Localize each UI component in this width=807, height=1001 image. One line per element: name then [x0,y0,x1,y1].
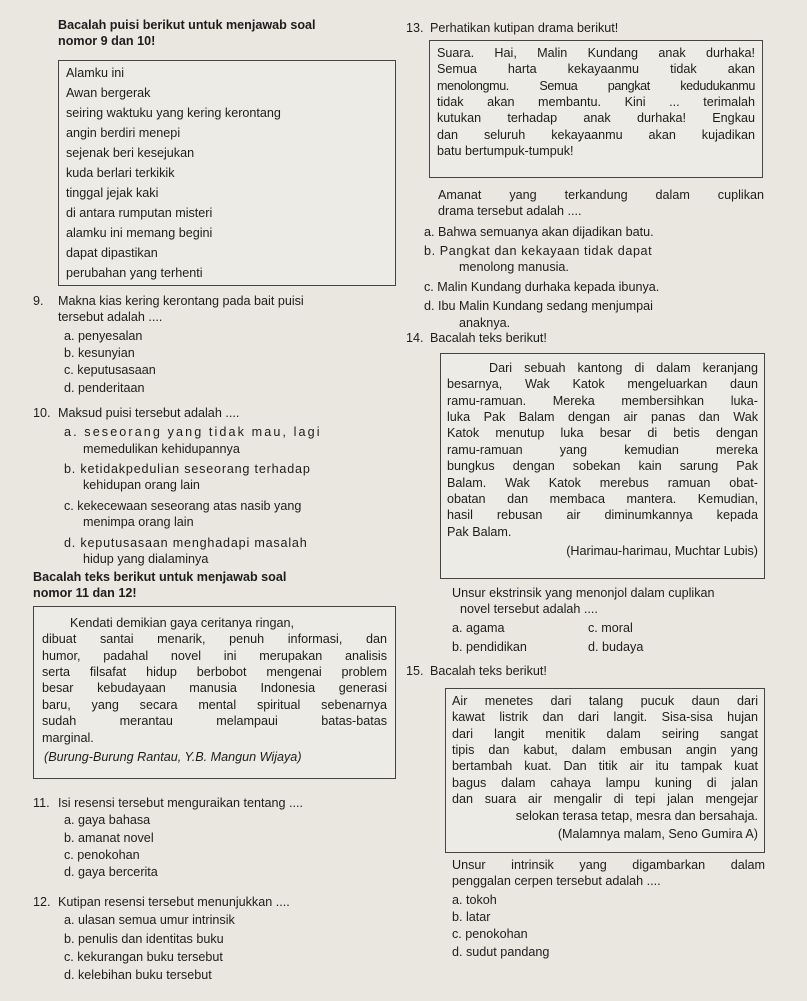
novel-box [440,353,765,579]
instruction-9-10 [58,17,316,50]
poem-box [58,60,396,286]
poem-line: Alamku ini [66,66,125,80]
question-number: 11. [33,796,50,810]
question-text: novel tersebut adalah .... [460,602,598,617]
poem-line: dapat dipastikan [66,246,158,260]
answer-option-b[interactable]: b. kesunyian [64,346,135,361]
answer-option-d-cont: anaknya. [459,315,511,330]
poem-line: kuda berlari terkikik [66,166,175,180]
review-line: dibuat santai menarik, penuh informasi, dan [42,632,387,647]
novel-line: hasil rebusan air diminumkannya kepada [447,508,758,523]
drama-line: Semua harta kekayaanmu tidak akan [437,62,755,77]
question-text: Unsur intrinsik yang digambarkan dalam [452,858,765,872]
question-number: 9. [33,294,44,308]
question-13-header [406,20,766,36]
answer-option-b[interactable]: b. pendidikan [452,639,527,654]
answer-option-a[interactable]: a. tokoh [452,892,497,907]
story-line: bertambah kuat. Dan titik air itu tampak kuat [452,759,758,774]
short-story-box [445,688,765,853]
novel-line: luka Pak Balam dengan air panas dan Wak [447,410,758,425]
question-text: Maksud puisi tersebut adalah .... [58,406,240,420]
question-text: penggalan cerpen tersebut adalah .... [452,874,661,889]
question-number: 14. [406,331,424,345]
answer-option-a[interactable]: a. seseorang yang tidak mau, lagi [64,425,322,440]
answer-option-d[interactable]: d. kelebihan buku tersebut [64,968,212,983]
review-line: marginal. [42,730,94,745]
question-text: drama tersebut adalah .... [438,204,582,219]
poem-line: tinggal jejak kaki [66,186,159,200]
answer-option-c-cont: menimpa orang lain [83,515,194,530]
answer-option-c[interactable]: c. moral [588,620,633,635]
poem-line: di antara rumputan misteri [66,206,213,220]
story-line: tipis dan kabut, dalam embusan angin yang [452,743,758,758]
answer-option-a[interactable]: a. Bahwa semuanya akan dijadikan batu. [424,224,654,239]
instruction-line: Bacalah puisi berikut untuk menjawab soal [58,18,316,32]
question-13 [424,187,764,331]
question-text: Unsur ekstrinsik yang menonjol dalam cuplikan [452,586,715,600]
answer-option-b[interactable]: b. penulis dan identitas buku [64,931,224,946]
story-line: selokan terasa tetap, mesra dan bersahaja. [515,808,758,823]
question-12 [33,894,403,984]
question-text: Kutipan resensi tersebut menunjukkan .... [58,895,290,909]
question-15 [452,857,765,960]
answer-option-d[interactable]: d. penderitaan [64,380,145,395]
poem-line: sejenak beri kesejukan [66,146,195,160]
answer-option-c[interactable]: c. penokohan [64,848,140,863]
story-line: bagus dalam cahaya lampu kuning di jalan [452,775,758,790]
answer-option-a[interactable]: a. ulasan semua umur intrinsik [64,913,235,928]
review-line: baru, yang secara mental spiritual sebenarnya [42,697,387,712]
drama-line: kutukan terhadap anak durhaka! Engkau [437,111,755,126]
answer-option-b[interactable]: b. amanat novel [64,830,154,845]
review-line: humor, padahal novel ini merupakan analisis [42,648,387,663]
drama-line: Suara. Hai, Malin Kundang anak durhaka! [437,46,755,60]
answer-option-c[interactable]: c. keputusasaan [64,363,156,378]
answer-option-d[interactable]: d. keputusasaan menghadapi masalah [64,535,308,550]
review-line: besar kebudayaan manusia Indonesia generasi [42,681,387,696]
question-text: Bacalah teks berikut! [430,664,547,678]
instruction-11-12 [33,569,286,602]
novel-line: obatan dan membaca mantera. Kemudian, [447,491,758,506]
poem-line: alamku ini memang begini [66,226,213,240]
answer-option-b-cont: menolong manusia. [459,260,569,275]
question-10 [33,405,403,567]
instruction-line: nomor 11 dan 12! [33,586,137,601]
novel-source: (Harimau-harimau, Muchtar Lubis) [566,543,758,558]
question-number: 13. [406,21,424,35]
story-line: dari langit menitik dalam seiring sangat [452,726,758,741]
review-source: (Burung-Burung Rantau, Y.B. Mangun Wijaya) [44,749,302,764]
instruction-line: nomor 9 dan 10! [58,34,156,49]
answer-option-b[interactable]: b. Pangkat dan kekayaan tidak dapat [424,244,653,259]
question-15-header [406,663,766,679]
drama-line: batu bertumpuk-tumpuk! [437,144,574,159]
novel-line: besarnya, Wak Katok mengeluarkan daun [447,377,758,392]
answer-option-a[interactable]: a. gaya bahasa [64,813,151,828]
answer-option-d[interactable]: d. Ibu Malin Kundang sedang menjumpai [424,299,653,314]
question-text: Makna kias kering kerontang pada bait puisi [58,294,304,308]
question-text: tersebut adalah .... [58,310,163,325]
answer-option-a[interactable]: a. penyesalan [64,328,143,343]
question-text: Isi resensi tersebut menguraikan tentang .... [58,796,304,810]
story-line: dan suara air mengalir di tepi jalan mengejar [452,792,758,807]
poem-line: Awan bergerak [66,86,151,100]
answer-option-c[interactable]: c. kekecewaan seseorang atas nasib yang [64,498,302,513]
answer-option-b[interactable]: b. latar [452,910,491,925]
review-line: serta filsafat hidup berbobot mengenai problem [42,665,387,680]
answer-option-b-cont: kehidupan orang lain [83,478,200,493]
question-text: Bacalah teks berikut! [430,331,547,345]
answer-option-c[interactable]: c. kekurangan buku tersebut [64,950,223,965]
drama-line: dan seluruh kekayaanmu akan kujadikan [437,127,755,142]
answer-option-a[interactable]: a. agama [452,620,505,635]
story-source: (Malamnya malam, Seno Gumira A) [557,826,758,841]
drama-line: tidak akan membantu. Kini ... terimalah [437,95,755,110]
question-11 [33,795,403,881]
answer-option-c[interactable]: c. penokohan [452,927,528,942]
drama-box [429,40,763,178]
answer-option-a-cont: memedulikan kehidupannya [83,441,240,456]
answer-option-b[interactable]: b. ketidakpedulian seseorang terhadap [64,462,311,477]
answer-option-d-cont: hidup yang dialaminya [83,551,209,566]
novel-line: Katok menutup luka besar di betis dengan [447,426,758,441]
novel-line: Dari sebuah kantong di dalam keranjang [489,361,758,375]
answer-option-d[interactable]: d. sudut pandang [452,944,550,959]
question-9 [33,293,403,396]
novel-line: bungkus dengan sobekan kain sarung Pak [447,459,758,474]
question-number: 15. [406,664,424,678]
novel-line: Pak Balam. [447,524,512,539]
question-text: Perhatikan kutipan drama berikut! [430,21,619,35]
question-14 [452,585,765,658]
poem-line: seiring waktuku yang kering kerontang [66,106,281,120]
novel-line: ramu-ramuan yang kemudian mereka [447,442,758,457]
story-line: kawat listrik dan dari langit. Sisa-sisa hujan [452,710,758,725]
question-text: Amanat yang terkandung dalam cuplikan [438,188,764,202]
novel-line: Balam. Wak Katok merebus ramuan obat- [447,475,758,490]
question-14-header [406,330,766,346]
review-box [33,606,396,779]
answer-option-d[interactable]: d. budaya [588,639,644,654]
question-number: 12. [33,895,51,909]
review-line: Kendati demikian gaya ceritanya ringan, [70,616,295,630]
poem-line: perubahan yang terhenti [66,266,203,280]
answer-option-c[interactable]: c. Malin Kundang durhaka kepada ibunya. [424,279,660,294]
novel-line: ramu-ramuan. Mereka membersihkan luka- [447,393,758,408]
answer-option-d[interactable]: d. gaya bercerita [64,865,158,880]
question-number: 10. [33,406,51,420]
story-line: Air menetes dari talang pucuk daun dari [452,694,758,708]
instruction-line: Bacalah teks berikut untuk menjawab soal [33,570,287,584]
drama-line: menolongmu. Semua pangkat kedudukanmu [437,78,755,93]
poem-line: angin berdiri menepi [66,126,181,140]
review-line: sudah merantau melampaui batas-batas [42,714,387,729]
